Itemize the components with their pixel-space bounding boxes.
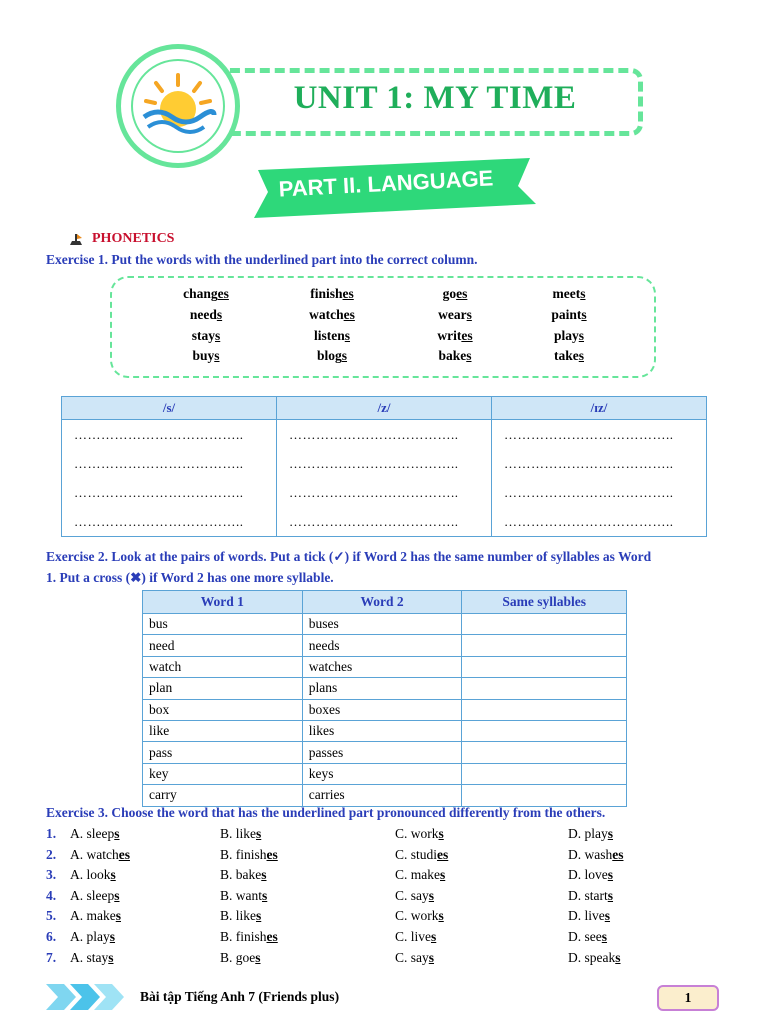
exercise1-word: bakes [438, 348, 472, 363]
answer-option[interactable]: B. likes [220, 908, 262, 924]
answer-option[interactable]: B. wants [220, 887, 268, 903]
column-iz: /ɪz/ [492, 397, 707, 420]
answer-option[interactable]: A. watches [70, 846, 130, 862]
answer-option[interactable]: A. plays [70, 929, 116, 944]
answer-option[interactable]: D. starts [568, 887, 614, 903]
same-syllables-cell[interactable] [462, 635, 627, 656]
same-syllables-cell[interactable] [462, 763, 627, 784]
exercise2-instruction-line2: 1. Put a cross (✖) if Word 2 has one more syllable. [46, 570, 334, 585]
answer-blank[interactable]: ……………………………….. [62, 478, 277, 507]
answer-blank[interactable]: ……………………………….. [277, 478, 492, 507]
same-syllables-cell[interactable] [462, 742, 627, 763]
answer-option[interactable]: B. bakes [220, 867, 267, 883]
answer-blank[interactable]: ……………………………….. [62, 507, 277, 537]
word1-cell: carry [143, 785, 303, 806]
answer-blank[interactable]: ……………………………….. [277, 420, 492, 450]
exercise1-word: buys [192, 348, 220, 363]
word1-cell: plan [143, 678, 303, 699]
table-row [143, 763, 627, 784]
exercise1-word: needs [189, 307, 223, 322]
answer-option[interactable]: A. sleeps [70, 887, 120, 903]
same-syllables-cell[interactable] [462, 614, 627, 635]
exercise1-word: finishes [310, 286, 354, 301]
word2-cell: boxes [302, 699, 462, 720]
sound-table [61, 396, 707, 537]
word2-cell: buses [302, 614, 462, 635]
table-row [143, 614, 627, 635]
word1-cell: watch [143, 656, 303, 677]
question-number: 5. [46, 908, 57, 924]
question-number: 2. [46, 846, 57, 862]
book-title: Bài tập Tiếng Anh 7 (Friends plus) [140, 989, 340, 1004]
word2-cell: carries [302, 785, 462, 806]
answer-blank[interactable]: ……………………………….. [492, 449, 707, 478]
word2-cell: likes [302, 720, 462, 741]
page-number: 1 [657, 985, 719, 1011]
answer-blank[interactable]: ……………………………….. [492, 507, 707, 537]
answer-option[interactable]: C. says [395, 949, 435, 965]
exercise1-word: stays [191, 328, 221, 343]
question-row [46, 847, 726, 867]
word1-cell: pass [143, 742, 303, 763]
answer-option[interactable]: C. studies [395, 846, 449, 862]
question-number: 3. [46, 867, 57, 883]
exercise1-word: paints [551, 307, 587, 322]
header-word1: Word 1 [143, 591, 303, 614]
table-row [143, 656, 627, 677]
exercise1-word: writes [437, 328, 473, 343]
answer-option[interactable]: C. works [395, 908, 444, 924]
question-number: 4. [46, 887, 57, 903]
syllable-table [142, 590, 627, 807]
exercise1-word: blogs [316, 348, 348, 363]
part-title: PART II. LANGUAGE [278, 165, 494, 202]
answer-option[interactable]: D. lives [568, 908, 611, 924]
answer-blank[interactable]: ……………………………….. [492, 478, 707, 507]
answer-option[interactable]: B. likes [220, 826, 262, 841]
exercise1-word: takes [553, 348, 584, 363]
answer-option[interactable]: A. makes [70, 908, 121, 924]
bullet-icon [68, 233, 84, 247]
exercise2-instruction-line1: Exercise 2. Look at the pairs of words. Put a tick (✓) if Word 2 has the same number of syllables as Word [46, 549, 652, 564]
same-syllables-cell[interactable] [462, 785, 627, 806]
exercise1-word: watches [309, 307, 355, 322]
answer-blank[interactable]: ……………………………….. [277, 449, 492, 478]
header-word2: Word 2 [302, 591, 462, 614]
exercise3-instruction: Exercise 3. Choose the word that has the underlined part pronounced differently from the others. [46, 805, 606, 820]
answer-option[interactable]: A. looks [70, 867, 116, 883]
same-syllables-cell[interactable] [462, 678, 627, 699]
word1-cell: box [143, 699, 303, 720]
answer-option[interactable]: D. sees [568, 929, 608, 944]
answer-option[interactable]: B. finishes [220, 929, 278, 944]
question-number: 7. [46, 949, 57, 965]
answer-blank[interactable]: ……………………………….. [492, 420, 707, 450]
exercise1-word: goes [442, 286, 468, 301]
answer-option[interactable]: D. plays [568, 826, 614, 841]
word1-cell: like [143, 720, 303, 741]
chevron-arrows-icon [46, 982, 126, 1012]
exercise1-word: plays [553, 328, 585, 343]
exercise1-word: listens [313, 328, 351, 343]
answer-option[interactable]: B. goes [220, 949, 261, 965]
table-row [143, 785, 627, 806]
question-row [46, 888, 726, 908]
word1-cell: need [143, 635, 303, 656]
table-row [143, 720, 627, 741]
question-number: 6. [46, 929, 57, 944]
answer-option[interactable]: B. finishes [220, 846, 278, 862]
exercise1-word: changes [183, 286, 229, 301]
question-row [46, 929, 726, 949]
question-row [46, 826, 726, 846]
word2-cell: keys [302, 763, 462, 784]
word2-cell: passes [302, 742, 462, 763]
word2-cell: needs [302, 635, 462, 656]
word1-cell: key [143, 763, 303, 784]
answer-option[interactable]: C. works [395, 826, 444, 841]
exercise1-word: meets [552, 286, 586, 301]
table-row [143, 635, 627, 656]
table-row [143, 699, 627, 720]
answer-option[interactable]: C. says [395, 887, 435, 903]
table-row [143, 678, 627, 699]
answer-blank[interactable]: ……………………………….. [277, 507, 492, 537]
answer-option[interactable]: D. washes [568, 846, 624, 862]
phonetics-heading: PHONETICS [92, 231, 175, 246]
answer-option[interactable]: C. lives [395, 929, 437, 944]
sun-wave-icon [138, 71, 218, 141]
exercise1-instruction: Exercise 1. Put the words with the underlined part into the correct column. [46, 252, 478, 267]
answer-blank[interactable]: ……………………………….. [62, 449, 277, 478]
answer-option[interactable]: A. sleeps [70, 826, 120, 841]
word2-cell: plans [302, 678, 462, 699]
question-row [46, 950, 726, 970]
exercise1-word: wears [438, 307, 472, 322]
same-syllables-cell[interactable] [462, 656, 627, 677]
answer-blank[interactable]: ……………………………….. [62, 420, 277, 450]
word2-cell: watches [302, 656, 462, 677]
column-z: /z/ [277, 397, 492, 420]
answer-option[interactable]: A. stays [70, 949, 114, 965]
header-same-syllables: Same syllables [462, 591, 627, 614]
logo-circle [116, 44, 240, 168]
question-row [46, 867, 726, 887]
word1-cell: bus [143, 614, 303, 635]
question-row [46, 908, 726, 928]
table-row [143, 742, 627, 763]
same-syllables-cell[interactable] [462, 720, 627, 741]
answer-option[interactable]: C. makes [395, 867, 446, 883]
answer-option[interactable]: D. loves [568, 867, 614, 883]
column-s: /s/ [62, 397, 277, 420]
question-number: 1. [46, 826, 57, 841]
unit-title: UNIT 1: MY TIME [293, 80, 577, 116]
same-syllables-cell[interactable] [462, 699, 627, 720]
answer-option[interactable]: D. speaks [568, 949, 621, 965]
